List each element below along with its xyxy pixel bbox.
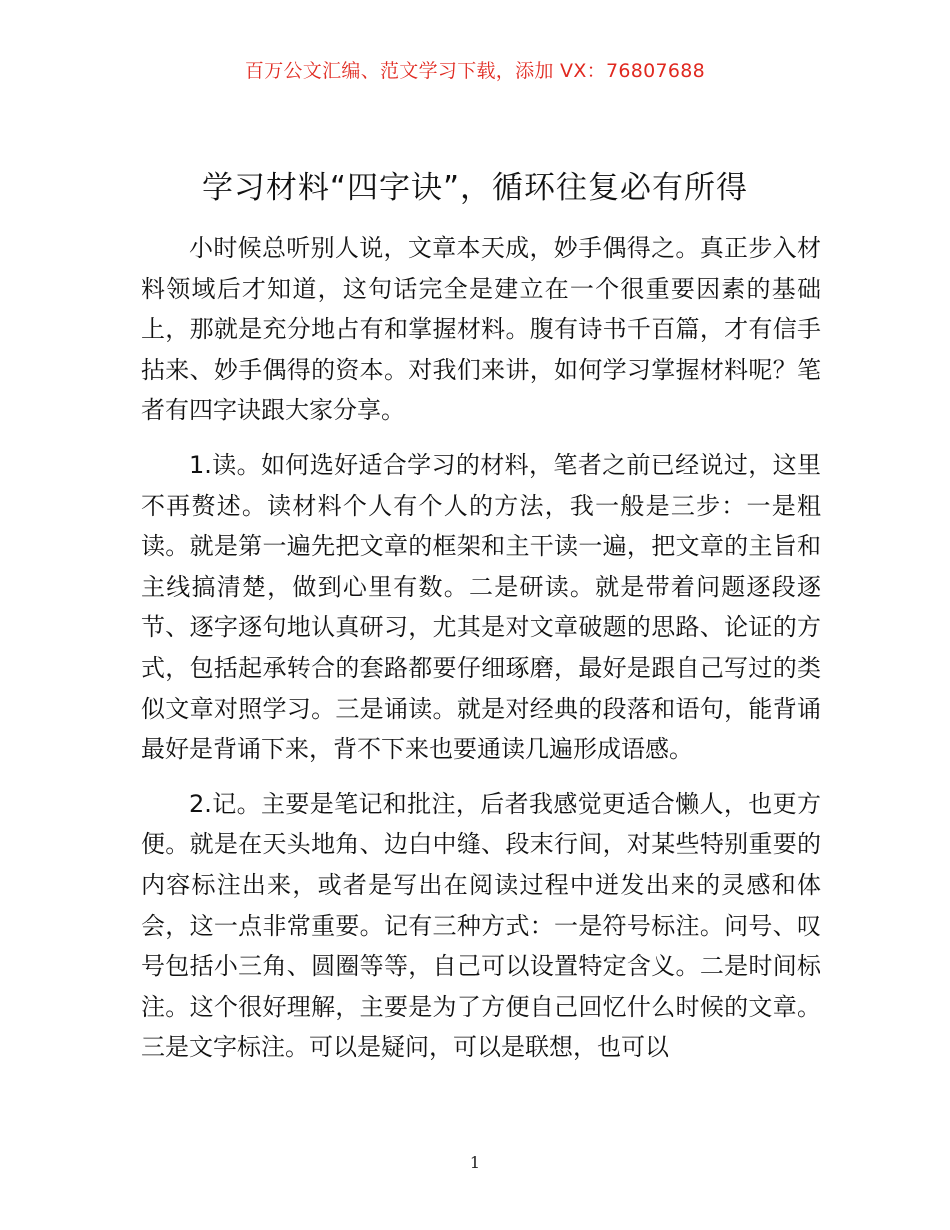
document-title: 学习材料“四字诀”，循环往复必有所得 [201, 170, 749, 206]
page-number: 1 [469, 1153, 481, 1172]
paragraph-note: 2.记。主要是笔记和批注，后者我感觉更适合懒人，也更方便。就是在天头地角、边白中缝、段末行间，对某些特别重要的内容标注出来，或者是写出在阅读过程中迸发出来的灵感和体会，这一点非常重要。记有三种方式：一是符号标注。问号、叹号包括小三角、圆圈等等，自己可以设置特定含义。二是时间标注。这个很好理解，主要是为了方便自己回忆什么时候的文章。三是文字标注。可以是疑问，可以是联想，也可以 [141, 789, 821, 1062]
paragraph-intro: 小时候总听别人说，文章本天成，妙手偶得之。真正步入材料领域后才知道，这句话完全是建立在一个很重要因素的基础上，那就是充分地占有和掌握材料。腹有诗书千百篇，才有信手拈来、妙手偶得的资本。对我们来讲，如何学习掌握材料呢？笔者有四字诀跟大家分享。 [141, 234, 821, 425]
paragraph-read: 1.读。如何选好适合学习的材料，笔者之前已经说过，这里不再赘述。读材料个人有个人的方法，我一般是三步：一是粗读。就是第一遍先把文章的框架和主干读一遍，把文章的主旨和主线搞清楚，做到心里有数。二是研读。就是带着问题逐段逐节、逐字逐句地认真研习，尤其是对文章破题的思路、论证的方式，包括起承转合的套路都要仔细琢磨，最好是跟自己写过的类似文章对照学习。三是诵读。就是对经典的段落和语句，能背诵最好是背诵下来，背不下来也要通读几遍形成语感。 [141, 450, 821, 764]
document-body [141, 228, 821, 1082]
header-banner: 百万公文汇编、范文学习下载，添加 VX：76807688 [244, 60, 706, 82]
